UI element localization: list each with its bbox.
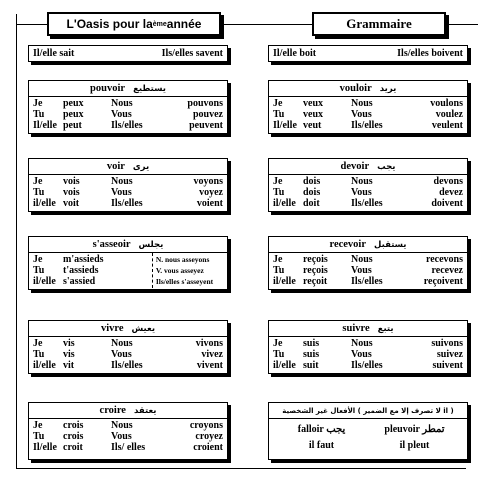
conjugation-cell: Il/elle — [273, 120, 297, 131]
conjugation-cell: suivez — [436, 349, 463, 360]
conjugation-cell: voulons — [430, 98, 463, 109]
verb-arabic: يجب — [377, 161, 396, 172]
conjugation-grid — [29, 175, 227, 210]
conjugation-cell: devez — [439, 187, 463, 198]
conjugation-cell: vivez — [201, 349, 223, 360]
conjugation-cell: peux — [63, 109, 84, 120]
conjugation-cell: Tu — [273, 109, 285, 120]
conjugation-cell: recevez — [431, 265, 463, 276]
header-rule — [218, 24, 313, 25]
conjugation-cell: peux — [63, 98, 84, 109]
voir-table — [28, 158, 228, 212]
conjugation-cell: suivent — [432, 360, 463, 371]
boire-box — [268, 45, 468, 62]
conjugation-cell: Vous — [351, 109, 372, 120]
plural-nous: N. nous asseyons — [155, 255, 210, 264]
conjugation-cell: peuvent — [189, 120, 223, 131]
conjugation-cell: Ils/elles — [351, 360, 383, 371]
verb-name: croire — [99, 405, 126, 416]
savoir-singular: Il/elle sait — [33, 48, 75, 59]
pleuvoir-label: pleuvoir تمطر — [384, 424, 445, 435]
conjugation-cell: vois — [63, 187, 80, 198]
conjugation-grid — [29, 419, 227, 454]
conjugation-cell: reçoivent — [423, 276, 463, 287]
plural-forms — [153, 253, 227, 288]
impersonal-verbs-table — [268, 402, 468, 460]
conjugation-cell: Nous — [351, 176, 373, 187]
conjugation-cell: Je — [273, 254, 283, 265]
conjugation-cell: doit — [303, 198, 320, 209]
verb-arabic: يجلس — [138, 239, 164, 250]
conjugation-cell: Tu — [273, 265, 285, 276]
conjugation-cell: il/elle — [273, 360, 296, 371]
conjugation-cell: Je — [273, 98, 283, 109]
conjugation-cell: vit — [63, 360, 75, 371]
conjugation-cell: peut — [63, 120, 82, 131]
conjugation-cell: vivent — [196, 360, 223, 371]
verb-name: voir — [106, 161, 125, 172]
sasseoir-table — [28, 236, 228, 290]
verb-arabic: يتبع — [377, 323, 394, 334]
conjugation-cell: t'assieds — [63, 265, 99, 276]
conjugation-cell: m'assieds — [63, 254, 104, 265]
savoir-box — [28, 45, 228, 62]
singular-forms — [29, 253, 153, 288]
book-title-post: année — [166, 17, 202, 31]
conjugation-grid — [269, 253, 467, 288]
pouvoir-table — [28, 80, 228, 134]
conjugation-cell: il/elle — [33, 198, 56, 209]
conjugation-cell: Vous — [111, 109, 132, 120]
conjugation-cell: Nous — [111, 176, 133, 187]
conjugation-cell: voyez — [199, 187, 223, 198]
vouloir-table — [268, 80, 468, 134]
conjugation-cell: Je — [33, 338, 43, 349]
croire-table — [28, 402, 228, 460]
conjugation-cell: reçois — [303, 265, 328, 276]
devoir-table — [268, 158, 468, 212]
boire-plural: Ils/elles boivent — [397, 48, 463, 59]
conjugation-grid — [29, 337, 227, 372]
conjugation-cell: reçois — [303, 254, 328, 265]
conjugation-cell: Tu — [273, 349, 285, 360]
conjugation-grid — [269, 97, 467, 132]
conjugation-cell: Ils/elles — [351, 276, 383, 287]
verb-arabic: يعتقد — [133, 405, 157, 416]
conjugation-cell: devons — [433, 176, 463, 187]
conjugation-cell: Vous — [111, 431, 132, 442]
conjugation-cell: Vous — [351, 265, 372, 276]
conjugation-cell: veulent — [431, 120, 463, 131]
conjugation-cell: veux — [303, 109, 323, 120]
il-pleut: il pleut — [399, 440, 430, 451]
conjugation-cell: Je — [33, 176, 43, 187]
conjugation-cell: Ils/elles — [111, 198, 143, 209]
conjugation-cell: Tu — [33, 431, 45, 442]
verb-name: suivre — [342, 323, 370, 334]
conjugation-cell: Il/elle — [33, 442, 57, 453]
conjugation-cell: croient — [193, 442, 223, 453]
impersonal-title: الأفعال غير الشخصية ( لا تصرف إلا مع الضمير il ) — [269, 403, 467, 419]
plural-ils: Ils/elles s'asseyent — [155, 277, 214, 286]
conjugation-cell: veux — [303, 98, 323, 109]
conjugation-cell: voit — [63, 198, 80, 209]
verb-name: recevoir — [329, 239, 367, 250]
book-title-pre: L'Oasis pour la — [66, 17, 153, 31]
conjugation-cell: Tu — [33, 187, 45, 198]
conjugation-cell: il/elle — [273, 276, 296, 287]
conjugation-cell: voient — [196, 198, 223, 209]
falloir-label: falloir يجب — [297, 424, 346, 435]
conjugation-cell: Nous — [111, 338, 133, 349]
conjugation-cell: dois — [303, 187, 321, 198]
conjugation-cell: Ils/elles — [111, 120, 143, 131]
header-rule — [16, 24, 48, 25]
conjugation-cell: voyons — [193, 176, 223, 187]
conjugation-cell: Vous — [111, 187, 132, 198]
conjugation-cell: croyons — [189, 420, 223, 431]
conjugation-cell: Je — [33, 420, 43, 431]
verb-arabic: يستقبل — [374, 239, 407, 250]
conjugation-cell: Je — [273, 176, 283, 187]
conjugation-cell: Je — [273, 338, 283, 349]
savoir-plural: Ils/elles savent — [161, 48, 223, 59]
verb-arabic: يريد — [379, 83, 397, 94]
conjugation-grid — [269, 337, 467, 372]
conjugation-cell: Vous — [351, 349, 372, 360]
conjugation-cell: recevons — [425, 254, 463, 265]
conjugation-cell: suit — [303, 360, 319, 371]
conjugation-cell: Nous — [351, 338, 373, 349]
il-faut: il faut — [308, 440, 335, 451]
conjugation-cell: crois — [63, 431, 84, 442]
conjugation-cell: Tu — [33, 349, 45, 360]
conjugation-cell: doivent — [431, 198, 463, 209]
conjugation-cell: crois — [63, 420, 84, 431]
conjugation-cell: il/elle — [273, 198, 296, 209]
conjugation-grid — [29, 97, 227, 132]
vivre-table — [28, 320, 228, 374]
conjugation-cell: vis — [63, 338, 75, 349]
conjugation-cell: suivons — [431, 338, 463, 349]
plural-vous: V. vous asseyez — [155, 266, 204, 275]
conjugation-cell: Vous — [351, 187, 372, 198]
conjugation-cell: dois — [303, 176, 321, 187]
conjugation-cell: Tu — [273, 187, 285, 198]
conjugation-cell: pouvons — [187, 98, 223, 109]
conjugation-cell: croit — [63, 442, 83, 453]
conjugation-cell: Nous — [351, 98, 373, 109]
conjugation-cell: pouvez — [193, 109, 223, 120]
verb-name: pouvoir — [90, 83, 126, 94]
verb-name: vivre — [100, 323, 124, 334]
conjugation-cell: vivons — [195, 338, 223, 349]
conjugation-cell: s'assied — [63, 276, 96, 287]
conjugation-cell: Ils/elles — [351, 120, 383, 131]
conjugation-cell: Nous — [351, 254, 373, 265]
verb-arabic: يستطيع — [133, 83, 166, 94]
conjugation-cell: Ils/elles — [111, 360, 143, 371]
conjugation-cell: veut — [303, 120, 322, 131]
verb-arabic: يعيش — [131, 323, 156, 334]
conjugation-cell: reçoit — [303, 276, 328, 287]
conjugation-cell: Il/elle — [33, 120, 57, 131]
section-title: Grammaire — [312, 12, 446, 36]
conjugation-cell: il/elle — [33, 360, 56, 371]
conjugation-cell: voulez — [435, 109, 463, 120]
conjugation-cell: suis — [303, 349, 320, 360]
conjugation-cell: Ils/elles — [351, 198, 383, 209]
recevoir-table — [268, 236, 468, 290]
conjugation-cell: Tu — [33, 265, 45, 276]
conjugation-cell: vis — [63, 349, 75, 360]
verb-arabic: يرى — [132, 161, 150, 172]
suivre-table — [268, 320, 468, 374]
conjugation-cell: il/elle — [33, 276, 56, 287]
conjugation-cell: Vous — [111, 349, 132, 360]
verb-name: devoir — [340, 161, 370, 172]
verb-name: s'asseoir — [92, 239, 131, 250]
conjugation-grid — [269, 175, 467, 210]
conjugation-cell: Nous — [111, 98, 133, 109]
conjugation-cell: croyez — [195, 431, 223, 442]
book-title — [47, 12, 221, 36]
boire-singular: Il/elle boit — [273, 48, 317, 59]
conjugation-cell: Tu — [33, 109, 45, 120]
conjugation-cell: Ils/ elles — [111, 442, 146, 453]
verb-name: vouloir — [339, 83, 372, 94]
conjugation-cell: Nous — [111, 420, 133, 431]
conjugation-cell: suis — [303, 338, 320, 349]
conjugation-cell: Je — [33, 98, 43, 109]
book-title-sup: ème — [152, 20, 167, 28]
header-rule — [443, 24, 478, 25]
conjugation-cell: vois — [63, 176, 80, 187]
conjugation-cell: Je — [33, 254, 43, 265]
